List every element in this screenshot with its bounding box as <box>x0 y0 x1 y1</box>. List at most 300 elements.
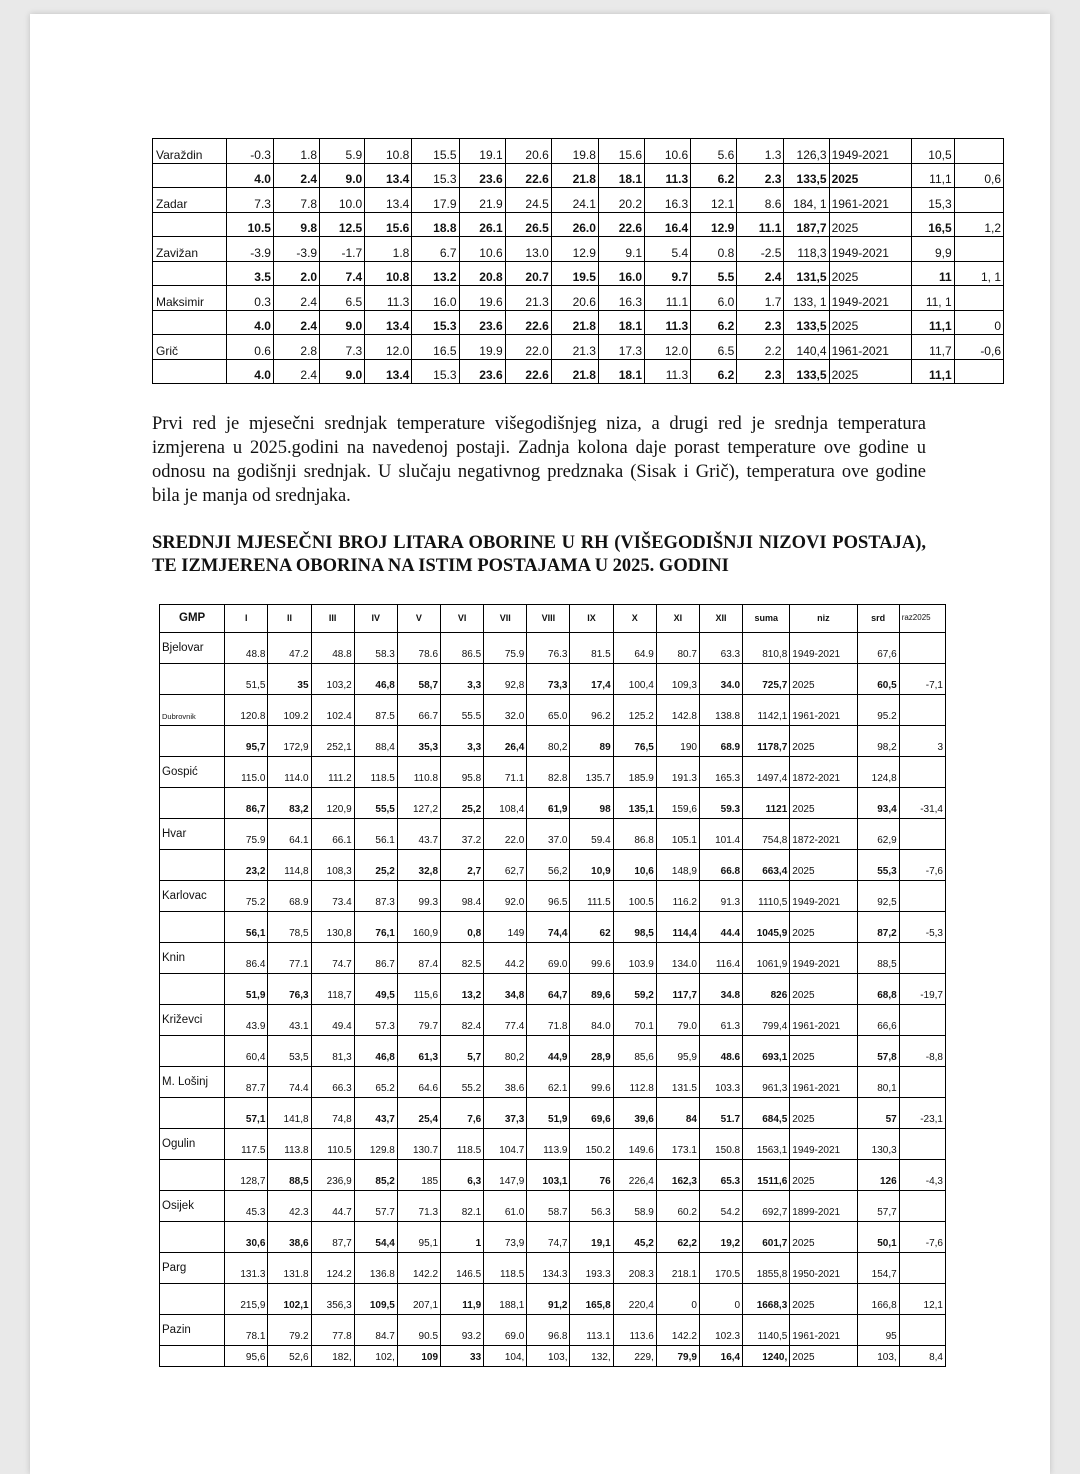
value-cell: 51,5 <box>225 664 268 695</box>
table-row <box>153 237 1004 262</box>
value-cell: 26.5 <box>505 212 551 237</box>
value-cell: 93,4 <box>857 788 899 819</box>
value-cell: 19,2 <box>699 1222 742 1253</box>
value-cell: 21.8 <box>551 359 598 384</box>
value-cell: 2.8 <box>273 335 319 360</box>
column-header: III <box>311 605 354 633</box>
station-name-cell <box>160 912 225 943</box>
value-cell: 102,1 <box>268 1284 311 1315</box>
value-cell: 45.3 <box>225 1191 268 1222</box>
value-cell: 114,4 <box>656 912 699 943</box>
value-cell: 59.4 <box>570 819 613 850</box>
value-cell: 82.8 <box>527 757 570 788</box>
value-cell: 12,1 <box>899 1284 945 1315</box>
table-row <box>160 1005 946 1036</box>
value-cell: 160,9 <box>397 912 440 943</box>
value-cell: 118,7 <box>311 974 354 1005</box>
value-cell: 82.4 <box>441 1005 484 1036</box>
value-cell: 0.6 <box>226 335 273 360</box>
value-cell: 2.0 <box>273 261 319 286</box>
value-cell: 91.3 <box>699 881 742 912</box>
value-cell: 63.3 <box>699 633 742 664</box>
value-cell: 79.0 <box>656 1005 699 1036</box>
value-cell: 77.8 <box>311 1315 354 1346</box>
value-cell: 22.6 <box>598 212 644 237</box>
value-cell: 104, <box>484 1346 527 1367</box>
value-cell: 148,9 <box>656 850 699 881</box>
value-cell: 71.8 <box>527 1005 570 1036</box>
value-cell: 17.9 <box>412 188 459 213</box>
value-cell: 95,1 <box>397 1222 440 1253</box>
value-cell: 62,2 <box>656 1222 699 1253</box>
value-cell: 18.1 <box>598 359 644 384</box>
table-row <box>160 1067 946 1098</box>
value-cell: 6,3 <box>441 1160 484 1191</box>
value-cell: -7,6 <box>899 850 945 881</box>
value-cell: 0 <box>656 1284 699 1315</box>
value-cell: 135.7 <box>570 757 613 788</box>
value-cell: 57,8 <box>857 1036 899 1067</box>
value-cell: 44.4 <box>699 912 742 943</box>
value-cell: 6.0 <box>691 286 737 311</box>
value-cell: 58,7 <box>397 664 440 695</box>
value-cell: 10.0 <box>320 188 365 213</box>
value-cell: 17,4 <box>570 664 613 695</box>
value-cell: 1, 1 <box>954 261 1003 286</box>
value-cell: 113.6 <box>613 1315 656 1346</box>
value-cell: 2.3 <box>737 163 784 188</box>
value-cell: 12.9 <box>551 237 598 262</box>
value-cell: 105.1 <box>656 819 699 850</box>
value-cell: 12.0 <box>365 335 412 360</box>
column-header: niz <box>790 605 857 633</box>
value-cell: 21.9 <box>459 188 505 213</box>
value-cell: 7.3 <box>226 188 273 213</box>
value-cell: 115,6 <box>397 974 440 1005</box>
column-header: II <box>268 605 311 633</box>
value-cell: 80,2 <box>527 726 570 757</box>
value-cell: 5,7 <box>441 1036 484 1067</box>
value-cell: 15.3 <box>412 359 459 384</box>
value-cell: 2025 <box>790 664 857 695</box>
table-row <box>153 310 1004 335</box>
value-cell: 79,9 <box>656 1346 699 1367</box>
value-cell: 17.3 <box>598 335 644 360</box>
value-cell: 74,7 <box>527 1222 570 1253</box>
value-cell: 87.7 <box>225 1067 268 1098</box>
value-cell: 16.5 <box>412 335 459 360</box>
value-cell: 1563,1 <box>743 1129 790 1160</box>
table-row <box>160 1129 946 1160</box>
value-cell: 16,5 <box>911 212 954 237</box>
value-cell: 78.1 <box>225 1315 268 1346</box>
value-cell <box>899 1191 945 1222</box>
value-cell: 66,6 <box>857 1005 899 1036</box>
value-cell: 601,7 <box>743 1222 790 1253</box>
value-cell: 149 <box>484 912 527 943</box>
rain-section-heading: SREDNJI MJESEČNI BROJ LITARA OBORINE U RH (VIŠEGODIŠNJI NIZOVI POSTAJA), TE IZMJERENA OBORINA NA ISTIM POSTAJAMA U 2025. GODINI <box>152 533 926 576</box>
value-cell: 69.0 <box>527 943 570 974</box>
value-cell: 147,9 <box>484 1160 527 1191</box>
column-header: VII <box>484 605 527 633</box>
station-name-cell <box>160 726 225 757</box>
value-cell: 663,4 <box>743 850 790 881</box>
precipitation-table <box>159 604 946 1367</box>
value-cell: 2025 <box>829 359 911 384</box>
value-cell: 1872-2021 <box>790 819 857 850</box>
value-cell: 220,4 <box>613 1284 656 1315</box>
value-cell: 16.3 <box>645 188 691 213</box>
value-cell: 2,7 <box>441 850 484 881</box>
value-cell: 117.5 <box>225 1129 268 1160</box>
value-cell: 30,6 <box>225 1222 268 1253</box>
value-cell: 75.2 <box>225 881 268 912</box>
value-cell: 56,2 <box>527 850 570 881</box>
value-cell: 82.5 <box>441 943 484 974</box>
value-cell: 21.3 <box>551 335 598 360</box>
value-cell: 84.7 <box>354 1315 397 1346</box>
value-cell: 1949-2021 <box>790 633 857 664</box>
value-cell: 2025 <box>790 850 857 881</box>
station-name-cell: Varaždin <box>153 139 227 164</box>
value-cell: 23,2 <box>225 850 268 881</box>
value-cell: 19.5 <box>551 261 598 286</box>
value-cell: 3,3 <box>441 726 484 757</box>
table-row <box>153 188 1004 213</box>
value-cell: 95.8 <box>441 757 484 788</box>
value-cell: 77.4 <box>484 1005 527 1036</box>
column-header: suma <box>743 605 790 633</box>
value-cell: 60,4 <box>225 1036 268 1067</box>
value-cell: 132, <box>570 1346 613 1367</box>
value-cell: -3.9 <box>273 237 319 262</box>
value-cell: 86,7 <box>225 788 268 819</box>
value-cell: 44.7 <box>311 1191 354 1222</box>
value-cell: 138.8 <box>699 695 742 726</box>
station-name-cell <box>160 1160 225 1191</box>
value-cell: 1961-2021 <box>790 695 857 726</box>
value-cell: 12.9 <box>691 212 737 237</box>
value-cell: -0,6 <box>954 335 1003 360</box>
value-cell: 62.1 <box>527 1067 570 1098</box>
value-cell: 103,1 <box>527 1160 570 1191</box>
value-cell: 1.3 <box>737 139 784 164</box>
value-cell: 103.9 <box>613 943 656 974</box>
value-cell: 126 <box>857 1160 899 1191</box>
value-cell: 1872-2021 <box>790 757 857 788</box>
value-cell: 961,3 <box>743 1067 790 1098</box>
value-cell: 37.2 <box>441 819 484 850</box>
value-cell: 43.1 <box>268 1005 311 1036</box>
station-name-cell: Ogulin <box>160 1129 225 1160</box>
value-cell: 15.3 <box>412 163 459 188</box>
value-cell: 99.6 <box>570 1067 613 1098</box>
value-cell: 22.6 <box>505 310 551 335</box>
value-cell: 15.6 <box>598 139 644 164</box>
value-cell: 1961-2021 <box>790 1005 857 1036</box>
station-name-cell <box>153 310 227 335</box>
value-cell <box>899 1253 945 1284</box>
value-cell: 218.1 <box>656 1253 699 1284</box>
station-name-cell: Gospić <box>160 757 225 788</box>
value-cell: 76 <box>570 1160 613 1191</box>
value-cell: 18.1 <box>598 163 644 188</box>
station-name-cell: Karlovac <box>160 881 225 912</box>
value-cell: 2025 <box>829 261 911 286</box>
value-cell: 18.1 <box>598 310 644 335</box>
value-cell: 82.1 <box>441 1191 484 1222</box>
value-cell: 131.3 <box>225 1253 268 1284</box>
value-cell: 9.0 <box>320 310 365 335</box>
table-row <box>160 1191 946 1222</box>
value-cell: 2.4 <box>273 359 319 384</box>
value-cell: 5.4 <box>645 237 691 262</box>
value-cell: 13.4 <box>365 188 412 213</box>
value-cell: 22.0 <box>505 335 551 360</box>
value-cell: 146.5 <box>441 1253 484 1284</box>
station-name-cell: Bjelovar <box>160 633 225 664</box>
value-cell: 16,4 <box>699 1346 742 1367</box>
value-cell: 74,8 <box>311 1098 354 1129</box>
station-name-cell <box>160 1036 225 1067</box>
value-cell: 103.3 <box>699 1067 742 1098</box>
value-cell: 124.2 <box>311 1253 354 1284</box>
value-cell: 102, <box>354 1346 397 1367</box>
value-cell: 134.3 <box>527 1253 570 1284</box>
value-cell: 15.6 <box>365 212 412 237</box>
value-cell: 87.5 <box>354 695 397 726</box>
table-row <box>153 163 1004 188</box>
value-cell: 18.8 <box>412 212 459 237</box>
value-cell: 102.4 <box>311 695 354 726</box>
value-cell: 51,9 <box>527 1098 570 1129</box>
value-cell: 13.4 <box>365 310 412 335</box>
value-cell: 159,6 <box>656 788 699 819</box>
value-cell: 65.0 <box>527 695 570 726</box>
value-cell: 11.1 <box>645 286 691 311</box>
value-cell: 5.5 <box>691 261 737 286</box>
value-cell <box>954 237 1003 262</box>
station-name-cell: M. Lošinj <box>160 1067 225 1098</box>
value-cell: 2025 <box>790 974 857 1005</box>
value-cell: 34,8 <box>484 974 527 1005</box>
value-cell: 56,1 <box>225 912 268 943</box>
station-name-cell: Osijek <box>160 1191 225 1222</box>
value-cell: 93.2 <box>441 1315 484 1346</box>
value-cell: -7,1 <box>899 664 945 695</box>
value-cell: 83,2 <box>268 788 311 819</box>
value-cell: 61,3 <box>397 1036 440 1067</box>
value-cell: 49.4 <box>311 1005 354 1036</box>
value-cell: 74.7 <box>311 943 354 974</box>
value-cell: 98 <box>570 788 613 819</box>
value-cell: 86.8 <box>613 819 656 850</box>
value-cell: 92,5 <box>857 881 899 912</box>
value-cell: 4.0 <box>226 359 273 384</box>
value-cell: 1961-2021 <box>790 1315 857 1346</box>
value-cell: 38.6 <box>484 1067 527 1098</box>
value-cell: 87.4 <box>397 943 440 974</box>
value-cell: 21.8 <box>551 310 598 335</box>
column-header: V <box>397 605 440 633</box>
value-cell: 10.8 <box>365 261 412 286</box>
station-name-cell <box>160 1284 225 1315</box>
value-cell: 133,5 <box>784 310 829 335</box>
value-cell: 91,2 <box>527 1284 570 1315</box>
value-cell: -23,1 <box>899 1098 945 1129</box>
value-cell: 62 <box>570 912 613 943</box>
value-cell: 56.3 <box>570 1191 613 1222</box>
value-cell: 142.2 <box>656 1315 699 1346</box>
value-cell: 20.6 <box>505 139 551 164</box>
table-row <box>160 1346 946 1367</box>
table-row <box>160 726 946 757</box>
table-row <box>153 261 1004 286</box>
table-row <box>160 695 946 726</box>
value-cell: 133, 1 <box>784 286 829 311</box>
value-cell: 25,4 <box>397 1098 440 1129</box>
value-cell: 127,2 <box>397 788 440 819</box>
value-cell: 32.0 <box>484 695 527 726</box>
column-header: srd <box>857 605 899 633</box>
value-cell: -2.5 <box>737 237 784 262</box>
value-cell: 55.2 <box>441 1067 484 1098</box>
value-cell: 58.7 <box>527 1191 570 1222</box>
table-row <box>160 664 946 695</box>
value-cell: 66.3 <box>311 1067 354 1098</box>
table-row <box>160 819 946 850</box>
value-cell: 43,7 <box>354 1098 397 1129</box>
value-cell: 6.2 <box>691 163 737 188</box>
value-cell: 1110,5 <box>743 881 790 912</box>
value-cell: 35 <box>268 664 311 695</box>
value-cell: 2.3 <box>737 310 784 335</box>
value-cell: 104.7 <box>484 1129 527 1160</box>
value-cell: 74,4 <box>527 912 570 943</box>
value-cell: 118,3 <box>784 237 829 262</box>
value-cell: 57 <box>857 1098 899 1129</box>
value-cell: 13,2 <box>441 974 484 1005</box>
value-cell: 85,2 <box>354 1160 397 1191</box>
value-cell: 207,1 <box>397 1284 440 1315</box>
value-cell: 10.6 <box>459 237 505 262</box>
value-cell: 1961-2021 <box>829 335 911 360</box>
value-cell: 141,8 <box>268 1098 311 1129</box>
value-cell: 62,9 <box>857 819 899 850</box>
value-cell: 2.4 <box>737 261 784 286</box>
value-cell: 185 <box>397 1160 440 1191</box>
value-cell: 208.3 <box>613 1253 656 1284</box>
value-cell: 19.9 <box>459 335 505 360</box>
value-cell: 1961-2021 <box>829 188 911 213</box>
value-cell: 22.6 <box>505 359 551 384</box>
value-cell: 95.2 <box>857 695 899 726</box>
value-cell: 25,2 <box>354 850 397 881</box>
value-cell: 68.9 <box>699 726 742 757</box>
value-cell: 4.0 <box>226 163 273 188</box>
value-cell: 8.6 <box>737 188 784 213</box>
value-cell: 24.5 <box>505 188 551 213</box>
value-cell: 2025 <box>790 788 857 819</box>
value-cell: 37.0 <box>527 819 570 850</box>
value-cell: 19.8 <box>551 139 598 164</box>
value-cell: 57.7 <box>354 1191 397 1222</box>
table-row <box>160 633 946 664</box>
value-cell: 75.9 <box>225 819 268 850</box>
value-cell <box>899 695 945 726</box>
column-header: VI <box>441 605 484 633</box>
column-header: I <box>225 605 268 633</box>
value-cell: 190 <box>656 726 699 757</box>
value-cell: 11.3 <box>645 310 691 335</box>
value-cell: 81,3 <box>311 1036 354 1067</box>
station-name-cell: Hvar <box>160 819 225 850</box>
value-cell: 2025 <box>790 1284 857 1315</box>
value-cell: 56.1 <box>354 819 397 850</box>
table-row <box>160 1253 946 1284</box>
value-cell: 118.5 <box>441 1129 484 1160</box>
value-cell: 1 <box>441 1222 484 1253</box>
value-cell: 130,8 <box>311 912 354 943</box>
value-cell: 23.6 <box>459 163 505 188</box>
value-cell: 1949-2021 <box>829 237 911 262</box>
value-cell: 3 <box>899 726 945 757</box>
value-cell: 229, <box>613 1346 656 1367</box>
value-cell: 22.0 <box>484 819 527 850</box>
value-cell: 84 <box>656 1098 699 1129</box>
value-cell: 79.2 <box>268 1315 311 1346</box>
value-cell: 86.7 <box>354 943 397 974</box>
value-cell: 58.3 <box>354 633 397 664</box>
value-cell: 182, <box>311 1346 354 1367</box>
value-cell: 60.2 <box>656 1191 699 1222</box>
value-cell <box>899 1129 945 1160</box>
value-cell: 6.5 <box>691 335 737 360</box>
value-cell: 53,5 <box>268 1036 311 1067</box>
table-row <box>153 212 1004 237</box>
station-name-cell: Parg <box>160 1253 225 1284</box>
value-cell: 693,1 <box>743 1036 790 1067</box>
value-cell: 61.0 <box>484 1191 527 1222</box>
value-cell: 20.8 <box>459 261 505 286</box>
value-cell: 61,9 <box>527 788 570 819</box>
value-cell: 34.8 <box>699 974 742 1005</box>
value-cell: 188,1 <box>484 1284 527 1315</box>
value-cell: 21.8 <box>551 163 598 188</box>
value-cell: 7.8 <box>273 188 319 213</box>
value-cell: 2025 <box>790 1098 857 1129</box>
station-name-cell <box>153 359 227 384</box>
value-cell: 86.5 <box>441 633 484 664</box>
value-cell: 103, <box>527 1346 570 1367</box>
value-cell: 103, <box>857 1346 899 1367</box>
value-cell: 1899-2021 <box>790 1191 857 1222</box>
value-cell: 59.3 <box>699 788 742 819</box>
column-header: VIII <box>527 605 570 633</box>
value-cell: 117,7 <box>656 974 699 1005</box>
value-cell: 191.3 <box>656 757 699 788</box>
value-cell: 165,8 <box>570 1284 613 1315</box>
value-cell: 13.0 <box>505 237 551 262</box>
value-cell: 95,9 <box>656 1036 699 1067</box>
value-cell: 95,6 <box>225 1346 268 1367</box>
value-cell: 85,6 <box>613 1036 656 1067</box>
station-name-cell: Maksimir <box>153 286 227 311</box>
value-cell: 9.0 <box>320 163 365 188</box>
value-cell: 118.5 <box>354 757 397 788</box>
station-name-cell: Zavižan <box>153 237 227 262</box>
value-cell: 64,7 <box>527 974 570 1005</box>
